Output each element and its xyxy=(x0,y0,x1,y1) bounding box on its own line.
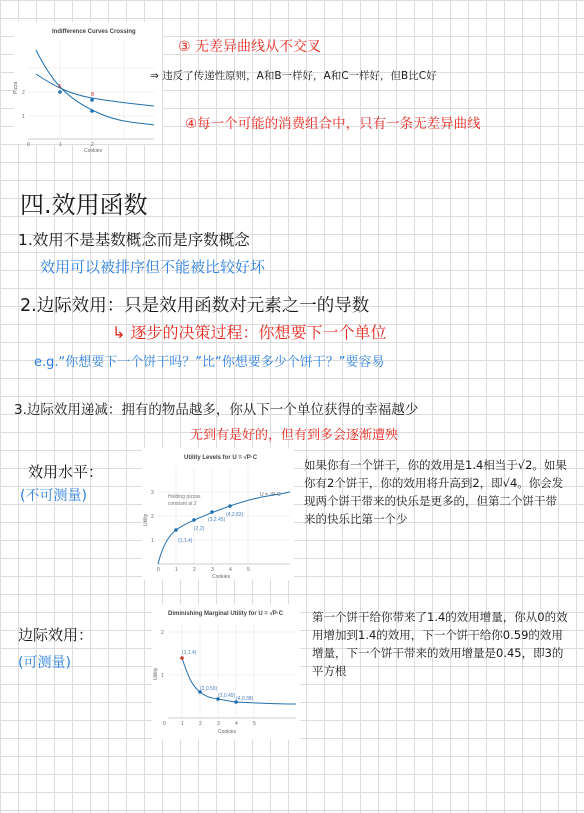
point-b xyxy=(90,98,94,102)
chart1-xlabel: Cookies xyxy=(84,148,103,154)
point-2-note: ↳ 逐步的决策过程：你想要下一个单位 xyxy=(112,323,387,342)
point-1: 1.效用不是基数概念而是序数概念 xyxy=(18,231,250,249)
chart1-ylabel: Pizza xyxy=(13,81,19,94)
chart2-curve-label: U = √P·C xyxy=(260,492,281,498)
chart1-grid xyxy=(28,42,154,139)
chart3-xtick: 3 xyxy=(217,721,220,727)
marginal-utility-explanation: 第一个饼干给你带来了1.4的效用增量，你从0的效用增加到1.4的效用，下一个饼干给你0.59的效用增量，下一个饼干带来的效用增量是0.45，即3的平方根 xyxy=(312,610,568,678)
chart2-xlabel: Cookies xyxy=(212,574,231,580)
mu-point-2-label: (2,0.59) xyxy=(200,686,218,692)
chart1-title: Indifference Curves Crossing xyxy=(52,29,136,35)
chart2-ytick: 3 xyxy=(151,490,154,496)
utility-level-sub: (不可测量) xyxy=(20,488,87,504)
chart2-xtick: 0 xyxy=(157,567,160,573)
chart2-ylabel: Utility xyxy=(143,513,149,526)
mu-point-3-label: (3,0.45) xyxy=(218,693,236,699)
marginal-utility-chart-svg xyxy=(152,604,300,740)
chart3-xtick: 2 xyxy=(199,721,202,727)
point-c xyxy=(90,109,94,113)
chart1-ytick: 2 xyxy=(22,90,25,96)
indifference-chart xyxy=(13,22,162,154)
point-1-note: 效用可以被排序但不能被比较好坏 xyxy=(40,258,266,276)
chart2-xtick: 4 xyxy=(229,567,232,573)
point-3: 3.边际效用递减：拥有的物品越多，你从下一个单位获得的幸福越少 xyxy=(14,402,419,418)
marginal-utility-sub: (可测量) xyxy=(18,655,71,671)
utility-point-1 xyxy=(174,528,178,532)
chart3-xtick: 5 xyxy=(253,721,256,727)
chart2-title: Utility Levels for U = √P·C xyxy=(184,455,258,461)
mu-point-1-label: (1,1.4) xyxy=(182,650,197,656)
utility-point-2-label: (2,2) xyxy=(194,526,205,532)
chart1-xtick: 1 xyxy=(59,142,62,148)
utility-levels-chart-svg xyxy=(142,448,294,580)
chart3-title: Diminishing Marginal Utility for U = √P·C xyxy=(168,611,284,617)
utility-level-explanation: 如果你有一个饼干，你的效用是1.4相当于√2。如果你有2个饼干，你的效用将升高到2，即√4。你会发现两个饼干带来的快乐是更多的，但第二个饼干带来的快乐比第一个少 xyxy=(304,458,567,526)
chart1-xtick: 2 xyxy=(91,142,94,148)
utility-point-3 xyxy=(210,510,214,514)
chart3-xtick: 4 xyxy=(235,721,238,727)
chart2-xtick: 5 xyxy=(247,567,250,573)
chart2-note-line2: constant at 2 xyxy=(168,501,197,507)
utility-point-3-label: (3,2.45) xyxy=(208,517,226,523)
indifference-curve-1 xyxy=(36,50,154,125)
point-b-label: B xyxy=(91,92,95,98)
utility-point-2 xyxy=(192,518,196,522)
chart2-ytick: 2 xyxy=(151,514,154,520)
item3-detail: ⇒ 违反了传递性原则，A和B一样好，A和C一样好，但B比C好 xyxy=(150,70,437,82)
chart3-ytick: 2 xyxy=(161,630,164,636)
chart3-xtick: 1 xyxy=(181,721,184,727)
chart2-xtick: 3 xyxy=(211,567,214,573)
point-3-note: 无到有是好的，但有到多会逐渐遭殃 xyxy=(190,428,399,443)
point-a-label: A xyxy=(58,84,62,90)
section-heading: 四.效用函数 xyxy=(20,191,148,219)
point-2: 2.边际效用：只是效用函数对元素之一的导数 xyxy=(20,296,370,316)
chart2-xtick: 1 xyxy=(175,567,178,573)
mu-point-1 xyxy=(180,656,184,660)
item3-title: ③ 无差异曲线从不交叉 xyxy=(178,39,322,55)
utility-point-1-label: (1,1.4) xyxy=(178,538,193,544)
marginal-utility-label: 边际效用： xyxy=(18,626,94,644)
chart3-xlabel: Cookies xyxy=(218,729,237,735)
utility-level-label: 效用水平： xyxy=(28,463,104,481)
chart2-ytick: 1 xyxy=(151,538,154,544)
chart1-xtick: 0 xyxy=(27,142,30,148)
chart3-ytick: 1 xyxy=(161,673,164,679)
utility-point-4-label: (4,2.83) xyxy=(226,512,244,518)
chart3-xtick: 0 xyxy=(163,721,166,727)
indifference-chart-svg xyxy=(13,22,162,154)
chart2-note-line1: Holding pizzas xyxy=(168,494,201,500)
item4-note: ④每一个可能的消费组合中，只有一条无差异曲线 xyxy=(185,116,481,132)
utility-levels-chart xyxy=(142,448,294,580)
chart2-grid xyxy=(158,468,290,564)
mu-point-4-label: (4,0.38) xyxy=(236,696,254,702)
point-a xyxy=(58,90,62,94)
chart3-ylabel: Utility xyxy=(153,667,159,680)
marginal-utility-chart xyxy=(152,604,300,740)
chart2-xtick: 2 xyxy=(193,567,196,573)
point-2-example: e.g.“你想要下一个饼干吗？”比“你想要多少个饼干？”要容易 xyxy=(34,355,385,370)
utility-point-4 xyxy=(228,504,232,508)
chart1-ytick: 1 xyxy=(22,114,25,120)
